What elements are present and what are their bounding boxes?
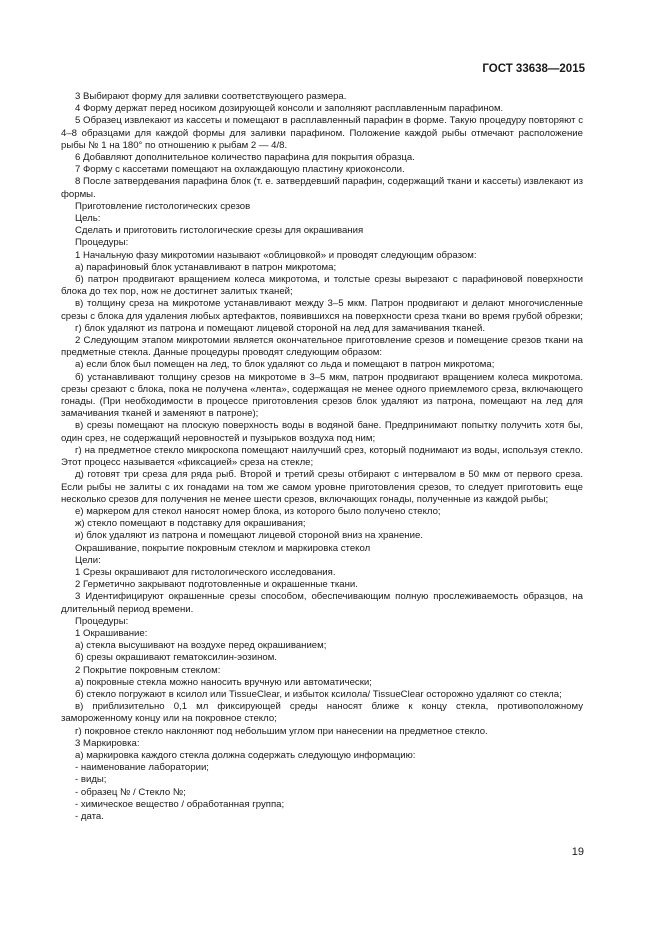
list-item: - образец № / Стекло №; <box>75 786 186 798</box>
paragraph: Процедуры: <box>75 237 129 249</box>
section-heading: Приготовление гистологических срезов <box>75 200 251 212</box>
paragraph: 3 Маркировка: <box>75 737 140 749</box>
page-number: 19 <box>571 846 584 858</box>
list-item: - дата. <box>75 810 104 822</box>
paragraph: б) устанавливают толщину срезов на микротоме в 3–5 мкм, патрон продвигают вращением колеса микротома. срезы срезают с блока, пока не получена «лента», содержащая не менее одного приемлемого среза, включающего гонады. (При необходимости в процессе приготовления срезов блок удаляют из патрона, помещают на лед для замачивания тканей и заменяют в патроне); <box>61 371 583 420</box>
document-body <box>61 91 583 823</box>
paragraph: б) срезы окрашивают гематоксилин-эозином. <box>75 652 277 664</box>
paragraph: в) срезы помещают на плоскую поверхность воды в водяной бане. Предпринимают попытку получить хотя бы, один срез, не содержащий неровностей и пузырьков воздуха под ним; <box>61 420 583 444</box>
list-item: - виды; <box>75 774 107 786</box>
paragraph: и) блок удаляют из патрона и помещают лицевой стороной вниз на хранение. <box>75 530 423 542</box>
paragraph: Цели: <box>75 554 101 566</box>
paragraph: 4 Форму держат перед носиком дозирующей консоли и заполняют расплавленным парафином. <box>75 103 504 115</box>
standard-header: ГОСТ 33638—2015 <box>482 63 585 75</box>
paragraph: 2 Следующим этапом микротомии является окончательное приготовление срезов и помещение срезов ткани на предметные стекла. Данные процедуры проводят следующим образом: <box>61 335 583 359</box>
paragraph: б) патрон продвигают вращением колеса микротома, и толстые срезы вырезают с парафиновой поверхности блока до тех пор, нож не достигнет залитых тканей; <box>61 274 583 298</box>
paragraph: 8 После затвердевания парафина блок (т. е. затвердевший парафин, содержащий ткани и кассеты) извлекают из формы. <box>61 176 583 200</box>
paragraph: е) маркером для стекол наносят номер блока, из которого было получено стекло; <box>75 505 441 517</box>
list-item: - химическое вещество / обработанная группа; <box>75 798 285 810</box>
paragraph: г) покровное стекло наклоняют под небольшим углом при нанесении на предметное стекло. <box>75 725 488 737</box>
paragraph: Сделать и приготовить гистологические срезы для окрашивания <box>75 225 364 237</box>
paragraph: Процедуры: <box>75 615 129 627</box>
paragraph: 3 Идентифицируют окрашенные срезы способом, обеспечивающим полную прослеживаемость образцов, на длительный период времени. <box>61 591 583 615</box>
list-item: - наименование лаборатории; <box>75 762 209 774</box>
paragraph: 2 Покрытие покровным стеклом: <box>75 664 221 676</box>
paragraph: а) если блок был помещен на лед, то блок удаляют со льда и помещают в патрон микротома; <box>75 359 495 371</box>
paragraph: 6 Добавляют дополнительное количество парафина для покрытия образца. <box>75 152 415 164</box>
paragraph: а) маркировка каждого стекла должна содержать следующую информацию: <box>75 749 416 761</box>
paragraph: 7 Форму с кассетами помещают на охлаждающую пластину криоконсоли. <box>75 164 405 176</box>
paragraph: в) приблизительно 0,1 мл фиксирующей среды наносят ближе к концу стекла, противоположному замороженному концу или на покровное стекло; <box>61 701 583 725</box>
paragraph: Цель: <box>75 213 101 225</box>
paragraph: 3 Выбирают форму для заливки соответствующего размера. <box>75 91 347 102</box>
paragraph: 1 Начальную фазу микротомии называют «облицовкой» и проводят следующим образом: <box>75 249 477 261</box>
paragraph: в) толщину среза на микротоме устанавливают между 3–5 мкм. Патрон продвигают и делают многочисленные срезы с блока для удаления любых артефактов, появившихся на поверхности среза ткани во время грубой обрезки; <box>61 298 583 322</box>
paragraph: 2 Герметично закрывают подготовленные и окрашенные ткани. <box>75 579 358 591</box>
paragraph: 1 Срезы окрашивают для гистологического исследования. <box>75 566 336 578</box>
section-heading: Окрашивание, покрытие покровным стеклом и маркировка стекол <box>75 542 371 554</box>
paragraph: 5 Образец извлекают из кассеты и помещают в расплавленный парафин в форме. Такую процедуру повторяют с 4–8 образцами для каждой формы для заливки парафином. Положение каждой рыбы отмечают расположение рыбы № 1 на 180° по отношению к рыбам 2 — 4/8. <box>61 115 583 151</box>
paragraph: 1 Окрашивание: <box>75 627 148 639</box>
paragraph: д) готовят три среза для ряда рыб. Второй и третий срезы отбирают с интервалом в 50 мкм от первого среза. Если рыбы не залиты с их гонадами на том же самом уровне приготовления срезов, то следует приготовить еще несколько срезов для получения не менее шести срезов, включающих гонады, полученные из каждой рыбы; <box>61 469 583 505</box>
paragraph: а) парафиновый блок устанавливают в патрон микротома; <box>75 261 337 273</box>
paragraph: а) стекла высушивают на воздухе перед окрашиванием; <box>75 640 327 652</box>
paragraph: ж) стекло помещают в подставку для окрашивания; <box>75 518 306 530</box>
paragraph: г) блок удаляют из патрона и помещают лицевой стороной на лед для замачивания тканей. <box>75 322 486 334</box>
paragraph: б) стекло погружают в ксилол или TissueClear, и избыток ксилола/ TissueClear осторожно удаляют со стекла; <box>75 688 562 700</box>
paragraph: а) покровные стекла можно наносить вручную или автоматически; <box>75 676 372 688</box>
paragraph: г) на предметное стекло микроскопа помещают наилучший срез, который поднимают из воды, используя стекло. Этот процесс называется «фиксацией» среза на стекле; <box>61 444 583 469</box>
